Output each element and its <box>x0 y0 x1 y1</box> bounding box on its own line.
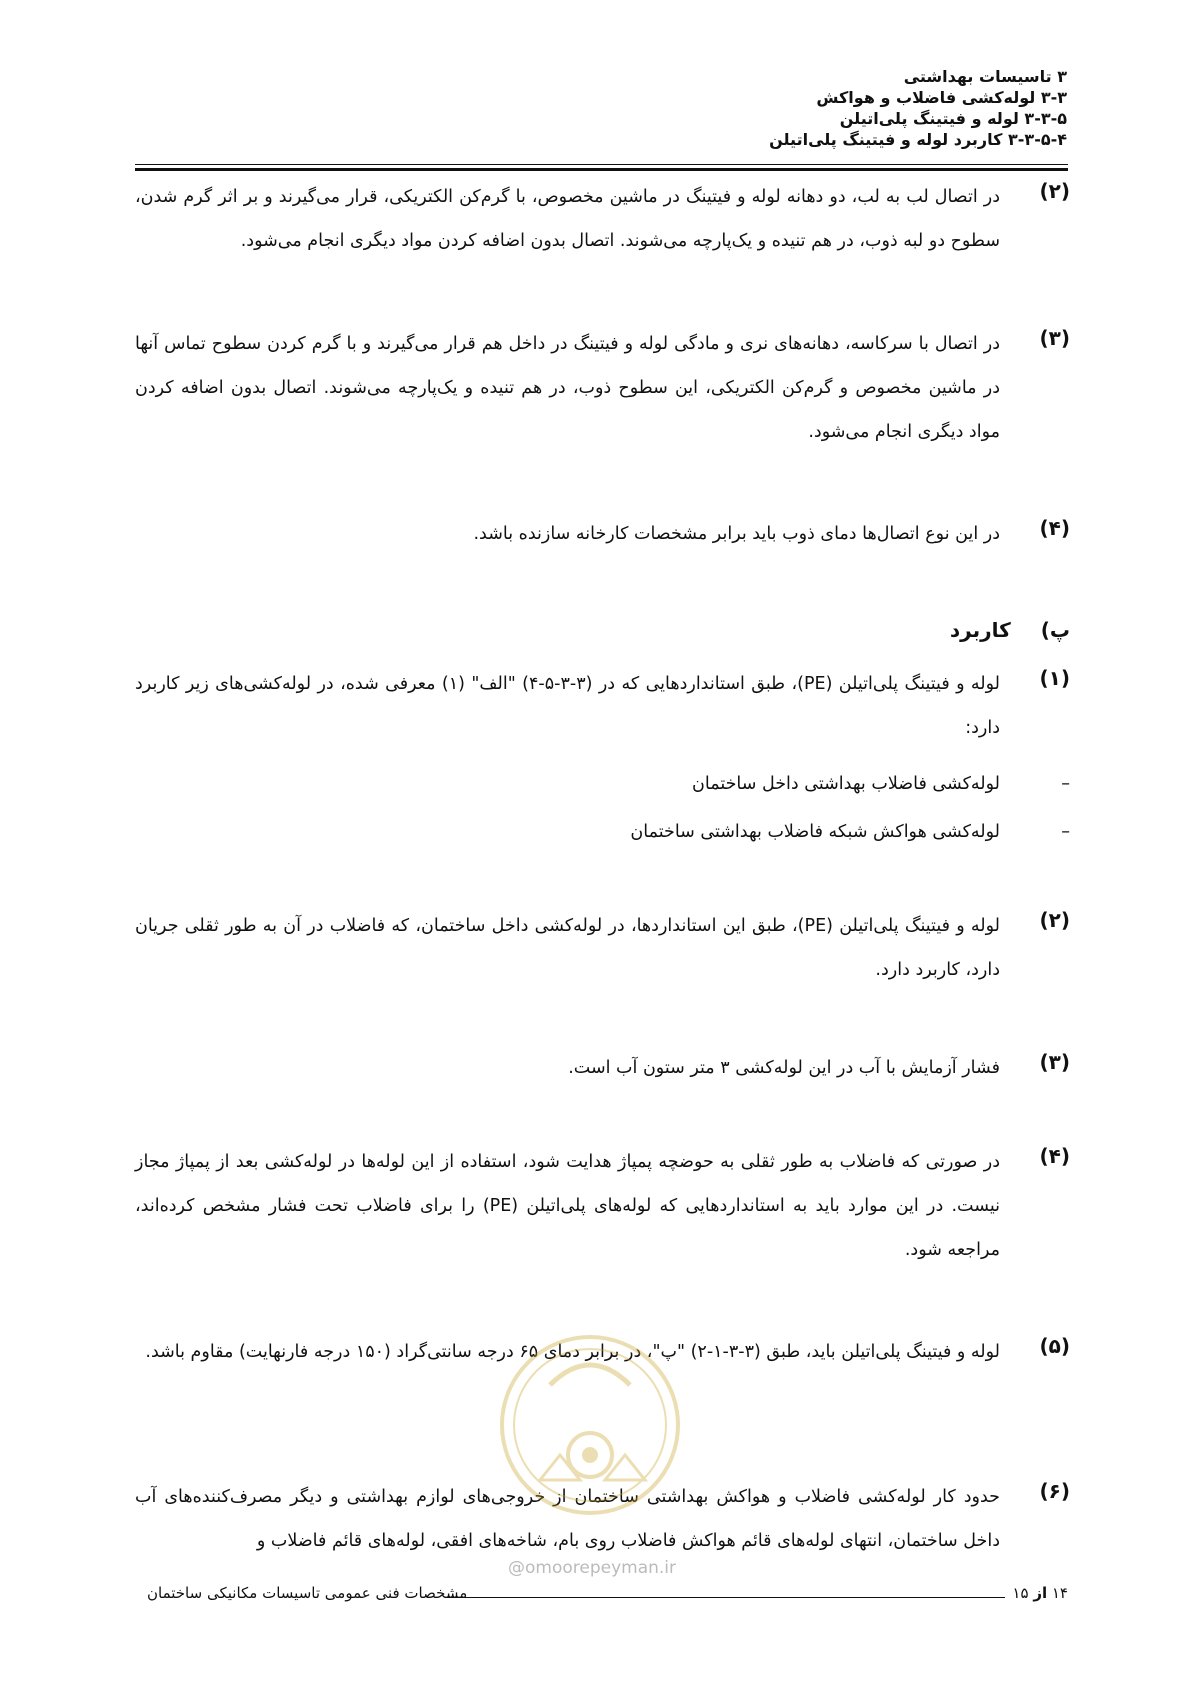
clause-pe-4 <box>135 1140 1070 1272</box>
header-line-4: ۳-۳-۵-۴ کاربرد لوله و فیتینگ پلی‌اتیلن <box>769 130 1067 149</box>
clause-text: حدود کار لوله‌کشی فاضلاب و هواکش بهداشتی ساختمان از خروجی‌های لوازم بهداشتی و دیگر مصرف‌کننده‌های آب داخل ساختمان، انتهای لوله‌های قائم هواکش فاضلاب روی بام، شاخه‌های افقی، لوله‌های قائم فاضلاب و <box>135 1487 1000 1551</box>
clause-top-2 <box>135 175 1070 263</box>
page-current: ۱۴ <box>1051 1584 1068 1602</box>
bullet-text: لوله‌کشی فاضلاب بهداشتی داخل ساختمان <box>692 774 1000 794</box>
clause-number: (۲) <box>1039 908 1070 932</box>
clause-number: (۱) <box>1039 666 1070 690</box>
page-total: ۱۵ <box>1012 1584 1029 1602</box>
bullet-dash: – <box>1061 822 1070 842</box>
clause-number: (۴) <box>1039 516 1070 540</box>
bullet-dash: – <box>1061 774 1070 794</box>
clause-text: لوله و فیتینگ پلی‌اتیلن (PE)، طبق این استانداردها، در لوله‌کشی داخل ساختمان، که فاضلاب در آن به طور ثقلی جریان دارد، کاربرد دارد. <box>135 916 1000 980</box>
clause-number: (۲) <box>1039 179 1070 203</box>
clause-pe-3 <box>135 1046 1070 1090</box>
bullet-item <box>135 762 1070 806</box>
clause-number: (۵) <box>1039 1334 1070 1358</box>
section-header <box>117 66 1067 150</box>
section-heading <box>135 618 1070 642</box>
clause-top-3 <box>135 322 1070 454</box>
watermark-url: @omoorepeyman.ir <box>508 1558 677 1578</box>
clause-text: لوله و فیتینگ پلی‌اتیلن (PE)، طبق استانداردهایی که در (۳-۳-۵-۴) "الف" (۱) معرفی شده، در لوله‌کشی‌های زیر کاربرد دارد: <box>135 674 1000 738</box>
clause-text: در اتصال با سرکاسه، دهانه‌های نری و مادگی لوله و فیتینگ در داخل هم قرار می‌گیرند و با گرم کردن سطوح تماس آنها در ماشین مخصوص و گرم‌کن الکتریکی، این سطوح ذوب، در هم تنیده و یک‌پارچه می‌شوند. اتصال بدون اضافه کردن مواد دیگری انجام می‌شود. <box>135 334 1000 442</box>
clause-pe-1 <box>135 662 1070 750</box>
footer-rule <box>445 1597 1005 1598</box>
clause-text: لوله و فیتینگ پلی‌اتیلن باید، طبق (۳-۳-۱-۲) "پ"، در برابر دمای ۶۵ درجه سانتی‌گراد (۱۵۰ درجه فارنهایت) مقاوم باشد. <box>145 1342 1000 1362</box>
clause-text: در اتصال لب به لب، دو دهانه لوله و فیتینگ در ماشین مخصوص، با گرم‌کن الکتریکی، قرار می‌گیرند و بر اثر گرم شدن، سطوح دو لبه ذوب، در هم تنیده و یک‌پارچه می‌شوند. اتصال بدون اضافه کردن مواد دیگری انجام می‌شود. <box>135 187 1000 251</box>
clause-top-4 <box>135 512 1070 556</box>
page-number <box>1012 1584 1068 1602</box>
bullet-item <box>135 810 1070 854</box>
header-rule-thin <box>135 164 1068 165</box>
section-letter: پ) <box>1040 618 1070 642</box>
watermark-seal-icon <box>490 1305 690 1545</box>
section-title: کاربرد <box>949 618 1011 642</box>
bullet-text: لوله‌کشی هواکش شبکه فاضلاب بهداشتی ساختمان <box>630 822 1000 842</box>
clause-number: (۳) <box>1039 326 1070 350</box>
page-footer <box>135 1584 1068 1614</box>
header-line-3: ۳-۳-۵ لوله و فیتینگ پلی‌اتیلن <box>839 109 1067 128</box>
footer-title: مشخصات فنی عمومی تاسیسات مکانیکی ساختمان <box>147 1584 468 1602</box>
clause-number: (۴) <box>1039 1144 1070 1168</box>
clause-pe-2 <box>135 904 1070 992</box>
header-line-1: ۳ تاسیسات بهداشتی <box>903 67 1067 86</box>
clause-text: فشار آزمایش با آب در این لوله‌کشی ۳ متر ستون آب است. <box>568 1058 1000 1078</box>
header-line-2: ۳-۳ لوله‌کشی فاضلاب و هواکش <box>816 88 1067 107</box>
clause-text: در این نوع اتصال‌ها دمای ذوب باید برابر مشخصات کارخانه سازنده باشد. <box>473 524 1000 544</box>
header-rule-thick <box>135 168 1068 171</box>
clause-number: (۶) <box>1039 1479 1070 1503</box>
clause-number: (۳) <box>1039 1050 1070 1074</box>
clause-text: در صورتی که فاضلاب به طور ثقلی به حوضچه پمپاژ هدایت شود، استفاده از این لوله‌ها در لوله‌کشی بعد از پمپاژ مجاز نیست. در این موارد باید به استانداردهایی که لوله‌های پلی‌اتیلن (PE) را برای فاضلاب تحت فشار مشخص کرده‌اند، مراجعه شود. <box>135 1152 1000 1260</box>
page-of: از <box>1033 1584 1048 1602</box>
